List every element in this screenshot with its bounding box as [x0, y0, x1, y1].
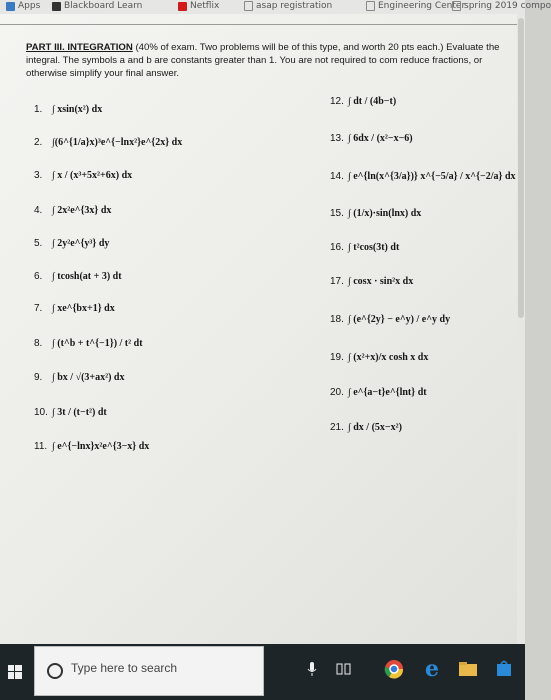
problem-expression: ∫ dx / (5x−x²) — [348, 422, 402, 433]
taskbar-search[interactable] — [34, 646, 264, 696]
problem-number: 16. — [330, 242, 344, 253]
windows-taskbar — [0, 644, 525, 700]
page-icon — [366, 1, 375, 11]
problem-expression: ∫ e^{a−t}e^{lnt} dt — [348, 387, 427, 398]
problem-6 — [34, 271, 122, 282]
page-icon — [244, 1, 253, 11]
windows-logo-icon — [8, 665, 22, 679]
section-header — [26, 41, 521, 80]
divider — [0, 14, 525, 25]
bookmark-spring[interactable] — [452, 1, 551, 11]
problem-16 — [330, 242, 399, 253]
edge-icon[interactable]: e — [425, 656, 439, 682]
problem-expression: ∫ (t^b + t^{−1}) / t² dt — [52, 338, 143, 349]
problem-19 — [330, 352, 428, 363]
problem-2 — [34, 137, 182, 148]
problem-9 — [34, 372, 125, 383]
bookmark-asap[interactable] — [244, 1, 332, 11]
problem-expression: ∫(6^{1/a}x)³e^{−lnx²}e^{2x} dx — [52, 137, 183, 148]
problem-expression: ∫ tcosh(at + 3) dt — [52, 271, 122, 282]
netflix-icon — [178, 2, 187, 11]
problem-15 — [330, 208, 421, 219]
problem-expression: ∫ t²cos(3t) dt — [348, 242, 400, 253]
search-input[interactable]: Type here to search — [71, 661, 178, 675]
problem-3 — [34, 170, 132, 181]
bookmark-label: Blackboard Learn — [64, 1, 143, 11]
problem-number: 15. — [330, 208, 344, 219]
problem-expression: ∫ e^{−lnx}x²e^{3−x} dx — [52, 441, 150, 452]
bookmark-label: Apps — [18, 1, 41, 11]
problem-expression: ∫ bx / √(3+ax²) dx — [52, 372, 125, 383]
store-icon[interactable] — [492, 656, 516, 682]
problem-number: 5. — [34, 238, 43, 249]
task-view-icon[interactable] — [332, 656, 356, 682]
bookmark-engineering[interactable] — [366, 1, 465, 11]
problem-number: 11. — [34, 441, 48, 452]
problem-expression: ∫ e^{ln(x^{3/a})} x^{−5/a} / x^{−2/a} dx — [348, 171, 516, 182]
problem-expression: ∫ xsin(x²) dx — [52, 104, 103, 115]
bookmark-label: Engineering Center — [378, 1, 466, 11]
section-instructions: (40% of exam. Two problems will be of this type, and worth 20 pts each.) Evaluate the integral. The symbols a and b are constants greater than 1. You are not required to com reduce fractions, or otherwise simplify your final answer. — [26, 42, 500, 79]
microphone-icon[interactable] — [300, 656, 324, 682]
problem-number: 20. — [330, 387, 344, 398]
bookmark-label: spring 2019 compo — [464, 1, 551, 11]
problem-number: 4. — [34, 205, 43, 216]
vertical-scrollbar[interactable] — [517, 14, 525, 644]
problem-13 — [330, 133, 413, 144]
problem-number: 2. — [34, 137, 43, 148]
problem-8 — [34, 338, 143, 349]
problem-20 — [330, 387, 427, 398]
problem-number: 1. — [34, 104, 43, 115]
problem-expression: ∫ dt / (4b−t) — [348, 96, 397, 107]
problem-expression: ∫ (1/x)·sin(lnx) dx — [348, 208, 422, 219]
problem-number: 19. — [330, 352, 344, 363]
problem-7 — [34, 303, 115, 314]
problem-expression: ∫ (x²+x)/x cosh x dx — [348, 352, 429, 363]
problem-11 — [34, 441, 149, 452]
problem-17 — [330, 276, 413, 287]
cortana-icon — [47, 663, 63, 679]
file-explorer-icon[interactable] — [456, 656, 480, 682]
problem-5 — [34, 238, 109, 249]
problem-expression: ∫ 3t / (t−t²) dt — [52, 407, 107, 418]
bookmark-blackboard[interactable] — [52, 1, 142, 11]
problem-number: 13. — [330, 133, 344, 144]
blackboard-icon — [52, 2, 61, 11]
apps-grid-icon — [6, 2, 15, 11]
problem-expression: ∫ (e^{2y} − e^y) / e^y dy — [348, 314, 451, 325]
problem-12 — [330, 96, 396, 107]
problem-number: 17. — [330, 276, 344, 287]
problem-1 — [34, 104, 102, 115]
problem-number: 7. — [34, 303, 43, 314]
bookmark-apps[interactable] — [6, 1, 40, 11]
problem-expression: ∫ cosx · sin²x dx — [348, 276, 414, 287]
section-title: PART III. INTEGRATION — [26, 42, 133, 53]
page-icon — [452, 1, 461, 11]
problem-number: 12. — [330, 96, 344, 107]
problem-number: 10. — [34, 407, 48, 418]
problem-number: 18. — [330, 314, 344, 325]
problem-21 — [330, 422, 402, 433]
start-button[interactable] — [0, 644, 30, 700]
scroll-thumb[interactable] — [518, 18, 524, 318]
problem-number: 9. — [34, 372, 43, 383]
bookmarks-bar — [0, 0, 551, 15]
problem-expression: ∫ 6dx / (x²−x−6) — [348, 133, 413, 144]
problem-number: 3. — [34, 170, 43, 181]
problem-14 — [330, 171, 516, 182]
bookmark-label: asap registration — [256, 1, 333, 11]
problem-18 — [330, 314, 450, 325]
problem-number: 6. — [34, 271, 43, 282]
problem-expression: ∫ 2x²e^{3x} dx — [52, 205, 112, 216]
problem-expression: ∫ x / (x³+5x²+6x) dx — [52, 170, 133, 181]
bookmark-label: Netflix — [190, 1, 220, 11]
problem-10 — [34, 407, 107, 418]
bookmark-netflix[interactable] — [178, 1, 219, 11]
problem-number: 14. — [330, 171, 344, 182]
exam-page — [0, 14, 525, 644]
problem-number: 8. — [34, 338, 43, 349]
chrome-icon[interactable] — [382, 656, 406, 682]
problem-expression: ∫ 2y²e^{y³} dy — [52, 238, 110, 249]
problem-expression: ∫ xe^{bx+1} dx — [52, 303, 115, 314]
problem-4 — [34, 205, 111, 216]
problem-number: 21. — [330, 422, 344, 433]
